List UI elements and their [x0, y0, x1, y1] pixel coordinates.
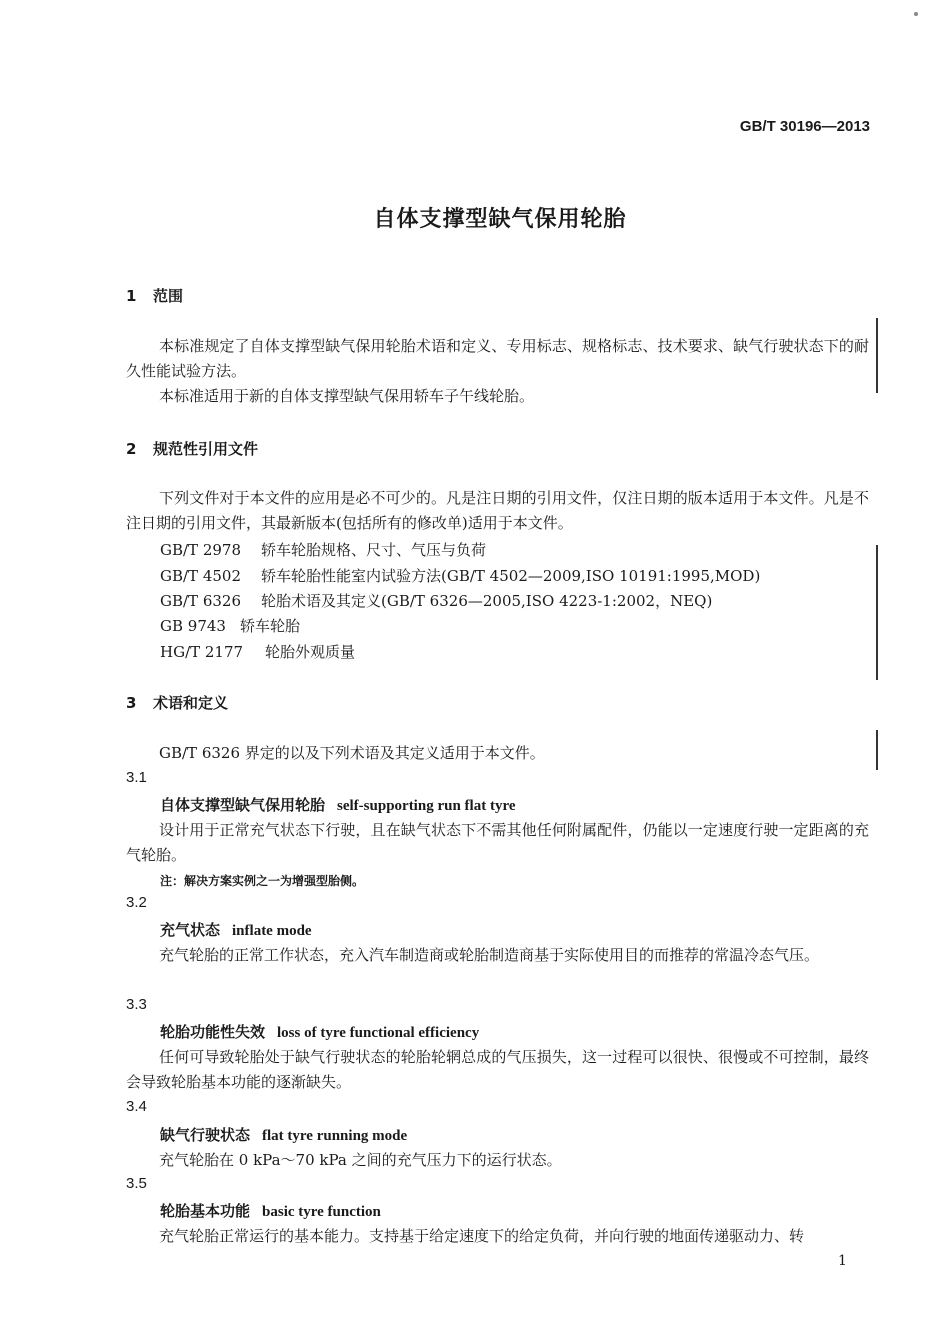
section-number: 2: [126, 440, 137, 458]
reference-title: 轿车轮胎: [240, 617, 301, 635]
reference-title: 轮胎术语及其定义(GB/T 6326—2005,ISO 4223-1:2002，NEQ): [261, 592, 713, 610]
term-chinese: 轮胎功能性失效: [160, 1023, 266, 1041]
term-chinese: 轮胎基本功能: [160, 1202, 251, 1220]
reference-code: GB/T 2978: [160, 541, 242, 559]
section-heading: [126, 692, 228, 713]
term-english: flat tyre running mode: [262, 1128, 408, 1144]
term-number: 3.3: [126, 996, 147, 1013]
paragraph: 本标准适用于新的自体支撑型缺气保用轿车子午线轮胎。: [159, 387, 535, 405]
revision-bar: [876, 730, 878, 770]
term-definition: 充气轮胎在 0 kPa～70 kPa 之间的充气压力下的运行状态。: [159, 1151, 562, 1169]
term-number: 3.5: [126, 1175, 147, 1192]
term-english: loss of tyre functional efficiency: [277, 1025, 480, 1041]
term-note: 注：解决方案实例之一为增强型胎侧。: [160, 874, 365, 888]
reference-code: HG/T 2177: [160, 643, 244, 661]
term-definition: 设计用于正常充气状态下行驶，且在缺气状态下不需其他任何附属配件，仍能以一定速度行驶一定距离的充气轮胎。: [126, 821, 869, 864]
section-heading: [126, 285, 183, 306]
reference-title: 轿车轮胎性能室内试验方法(GB/T 4502—2009,ISO 10191:1995,MOD): [261, 567, 761, 585]
term-number: 3.2: [126, 894, 147, 911]
term-entry: [160, 1200, 381, 1221]
term-english: self-supporting run flat tyre: [337, 798, 516, 814]
reference-item: [160, 565, 760, 586]
reference-code: GB 9743: [160, 617, 226, 635]
term-entry: [160, 1021, 479, 1042]
revision-bar: [876, 318, 878, 393]
reference-code: GB/T 4502: [160, 567, 242, 585]
section-number: 3: [126, 694, 137, 712]
term-chinese: 自体支撑型缺气保用轮胎: [160, 796, 326, 814]
term-number: 3.4: [126, 1098, 147, 1115]
reference-item: [160, 590, 712, 611]
reference-title: 轿车轮胎规格、尺寸、气压与负荷: [261, 541, 487, 559]
term-number: 3.1: [126, 769, 147, 786]
scan-speck: [914, 12, 918, 16]
paragraph: GB/T 6326 界定的以及下列术语及其定义适用于本文件。: [159, 744, 545, 762]
page-number: 1: [838, 1253, 847, 1269]
document-title: 自体支撑型缺气保用轮胎: [373, 206, 627, 232]
term-entry: [160, 794, 516, 815]
paragraph: 本标准规定了自体支撑型缺气保用轮胎术语和定义、专用标志、规格标志、技术要求、缺气行驶状态下的耐久性能试验方法。: [126, 337, 869, 380]
term-definition: 任何可导致轮胎处于缺气行驶状态的轮胎轮辋总成的气压损失，这一过程可以很快、很慢或不可控制，最终会导致轮胎基本功能的逐渐缺失。: [126, 1048, 869, 1091]
reference-code: GB/T 6326: [160, 592, 242, 610]
term-definition: 充气轮胎的正常工作状态，充入汽车制造商或轮胎制造商基于实际使用目的而推荐的常温冷态气压。: [159, 946, 820, 964]
standard-code: GB/T 30196—2013: [739, 118, 870, 135]
term-entry: [160, 1124, 407, 1145]
revision-bar: [876, 545, 878, 680]
term-english: basic tyre function: [262, 1204, 381, 1220]
term-entry: [160, 919, 312, 940]
paragraph: 下列文件对于本文件的应用是必不可少的。凡是注日期的引用文件，仅注日期的版本适用于本文件。凡是不注日期的引用文件，其最新版本(包括所有的修改单)适用于本文件。: [126, 489, 869, 532]
section-title: 范围: [153, 287, 184, 305]
reference-item: [160, 641, 355, 662]
term-chinese: 充气状态: [160, 921, 221, 939]
reference-title: 轮胎外观质量: [265, 643, 356, 661]
section-number: 1: [126, 287, 137, 305]
section-title: 术语和定义: [153, 694, 229, 712]
term-english: inflate mode: [232, 923, 312, 939]
term-definition: 充气轮胎正常运行的基本能力。支持基于给定速度下的给定负荷，并向行驶的地面传递驱动力、转: [159, 1227, 805, 1245]
section-heading: [126, 438, 258, 459]
section-title: 规范性引用文件: [153, 440, 259, 458]
reference-item: [160, 615, 300, 636]
term-chinese: 缺气行驶状态: [160, 1126, 251, 1144]
reference-item: [160, 539, 486, 560]
